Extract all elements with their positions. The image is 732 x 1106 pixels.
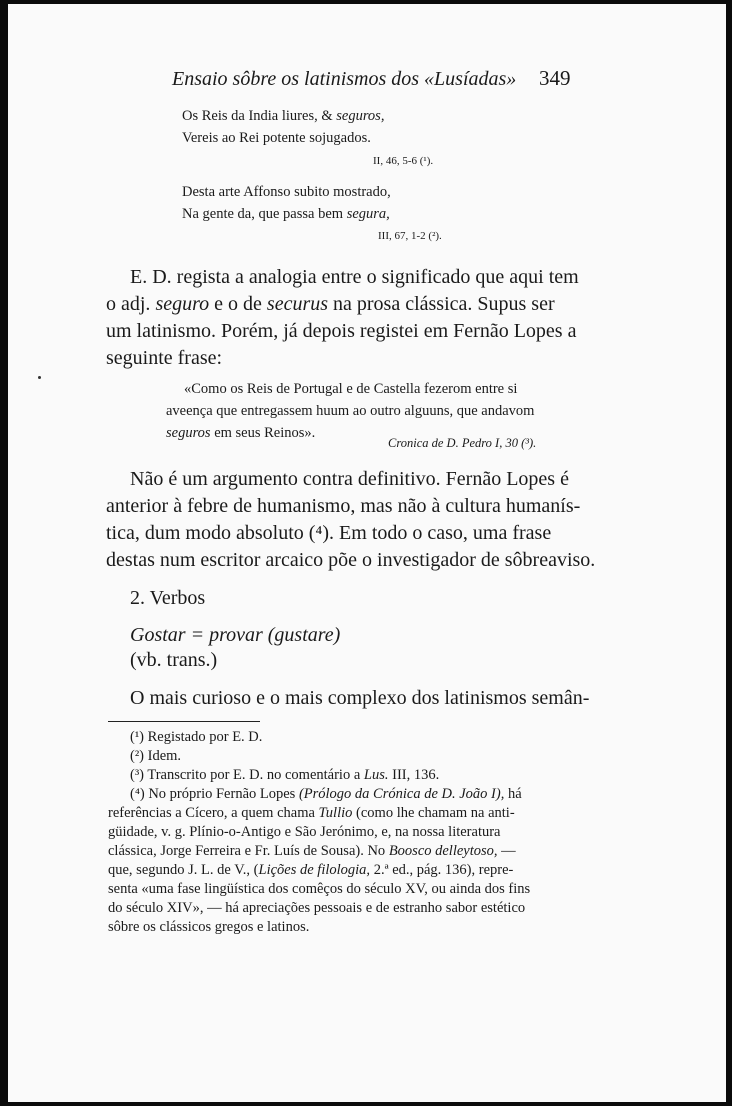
verse-line: Vereis ao Rei potente sojugados. (182, 130, 371, 146)
footnote-2: (²) Idem. (130, 748, 182, 764)
ink-speck (38, 376, 41, 379)
footnote-4-line: do século XIV», — há apreciações pessoais e de estranho sabor estético (108, 900, 526, 916)
footnote-4-line: clássica, Jorge Ferreira e Fr. Luís de Sousa). No Boosco delleytoso, — (108, 843, 516, 859)
footnote-4-line: que, segundo J. L. de V., (Lições de filologia, 2.ª ed., pág. 136), repre- (108, 862, 514, 878)
verse-reference: II, 46, 5-6 (¹). (373, 155, 434, 167)
quote-line: «Como os Reis de Portugal e de Castella fezerom entre si (184, 381, 518, 397)
paragraph-line: o adj. seguro e o de securus na prosa clássica. Supus ser (106, 293, 555, 315)
verse-line: Os Reis da India liures, & seguros, (182, 108, 385, 124)
footnote-4-line: güidade, v. g. Plínio-o-Antigo e São Jerónimo, e, na nossa literatura (108, 824, 501, 840)
quote-line: aveença que entregassem huum ao outro alguuns, que andavom (166, 403, 535, 419)
paragraph-line: tica, dum modo absoluto (⁴). Em todo o caso, uma frase (106, 522, 552, 544)
section-heading: 2. Verbos (130, 587, 206, 609)
entry-heading: Gostar = provar (gustare) (130, 624, 341, 646)
paragraph-line: E. D. regista a analogia entre o significado que aqui tem (130, 266, 579, 288)
quote-reference: Cronica de D. Pedro I, 30 (³). (388, 436, 537, 450)
verse-reference: III, 67, 1-2 (²). (378, 230, 442, 242)
running-title: Ensaio sôbre os latinismos dos «Lusíadas» (172, 68, 517, 90)
footnote-4-line: referências a Cícero, a quem chama Tullio (como lhe chamam na anti- (108, 805, 515, 821)
paragraph-line: Não é um argumento contra definitivo. Fernão Lopes é (130, 468, 569, 490)
footnote-4-line: (⁴) No próprio Fernão Lopes (Prólogo da Crónica de D. João I), há (130, 786, 522, 802)
paragraph-line: destas num escritor arcaico põe o investigador de sôbreaviso. (106, 549, 596, 571)
footnote-4-line: sôbre os clássicos gregos e latinos. (108, 919, 310, 935)
footnote-rule (108, 721, 260, 722)
footnote-4-line: senta «uma fase lingüística dos comêços do século XV, ou ainda dos fins (108, 881, 531, 897)
footnote-1: (¹) Registado por E. D. (130, 729, 263, 745)
paragraph-line: anterior à febre de humanismo, mas não à cultura humanís- (106, 495, 581, 517)
verse-line: Na gente da, que passa bem segura, (182, 206, 390, 222)
paragraph-line: um latinismo. Porém, já depois registei em Fernão Lopes a (106, 320, 577, 342)
page-number: 349 (539, 66, 571, 90)
paragraph-line: O mais curioso e o mais complexo dos latinismos semân- (130, 687, 590, 709)
footnote-3: (³) Transcrito por E. D. no comentário a Lus. III, 136. (130, 767, 440, 783)
paragraph-line: seguinte frase: (106, 347, 223, 369)
verse-line: Desta arte Affonso subito mostrado, (182, 184, 391, 200)
entry-subheading: (vb. trans.) (130, 649, 218, 671)
quote-line: seguros em seus Reinos». (166, 425, 316, 441)
